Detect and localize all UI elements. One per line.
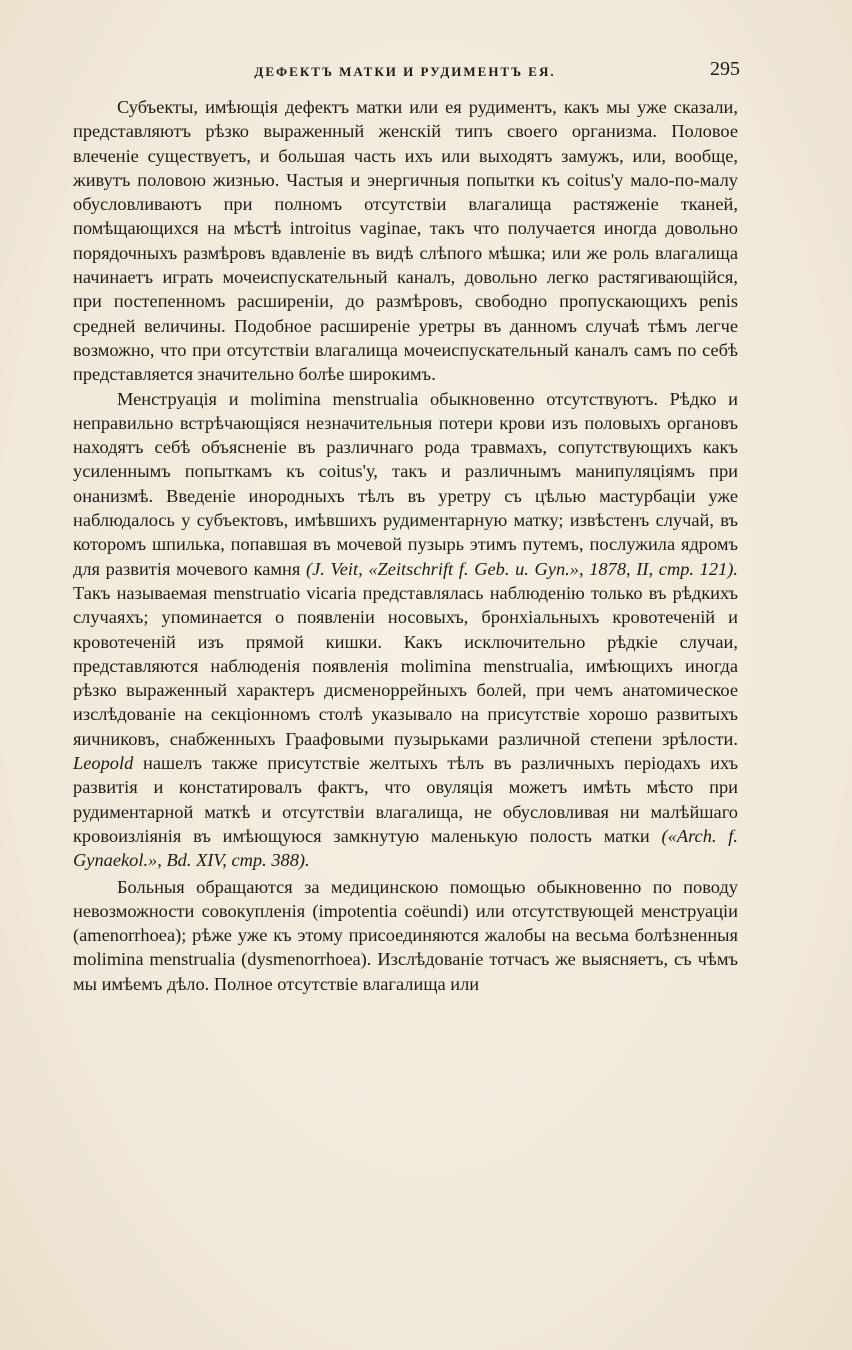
paragraph-1: Субъекты, имѣющія дефектъ матки или ея рудиментъ, какъ мы уже сказали, представляютъ рѣзко выраженный женскій типъ своего организма. Половое влеченіе существуетъ, и большая часть ихъ или выходятъ замужъ, или, вообще, живутъ половою жизнью. Частыя и энергичныя попытки къ coitus'у мало-по-малу обусловливаютъ при полномъ отсутствіи влагалища растяженіе тканей, помѣщающихся на мѣстѣ introitus vaginae, такъ что получается иногда довольно порядочныхъ размѣровъ вдавленіе въ видѣ слѣпого мѣшка; или же роль влагалища начинаетъ играть мочеиспускательный каналъ, довольно легко растягивающійся, при постепенномъ расширеніи, до размѣровъ, свободно пропускающихъ penis средней величины. Подобное расширеніе уретры въ данномъ случаѣ тѣмъ легче возможно, что при отсутствіи влагалища мочеиспускательный каналъ самъ по себѣ представляется значительно болѣе широкимъ.: [73, 97, 738, 385]
author-leopold: Leopold: [73, 753, 134, 774]
paragraph-2-text: Менструація и molimina menstrualia обыкновенно отсутствуютъ. Рѣдко и неправильно встрѣчающіяся незначительныя потери крови изъ половыхъ органовъ находятъ себѣ объясненіе въ различнаго рода травмахъ, сопутствующихъ какъ усиленнымъ попыткамъ къ coitus'у, такъ и различнымъ манипуляціямъ при онанизмѣ. Введеніе инородныхъ тѣлъ въ уретру съ цѣлью мастурбаціи уже наблюдалось у субъектовъ, имѣвшихъ рудиментарную матку; извѣстенъ случай, въ которомъ шпилька, попавшая въ мочевой пузырь этимъ путемъ, послужила ядромъ для развитія мочевого камня: [73, 388, 738, 579]
running-header: [70, 60, 740, 86]
running-title: ДЕФЕКТЪ МАТКИ И РУДИМЕНТЪ ЕЯ.: [254, 64, 556, 79]
paragraph-3: Больныя обращаются за медицинскою помощью обыкновенно по поводу невозможности совокупленія (impotentia coëundi) или отсутствующей менструаціи (amenorrhoea); рѣже уже къ этому присоединяются жалобы на весьма болѣзненныя molimina menstrualia (dysmenorrhoea). Изслѣдованіе тотчасъ же выясняетъ, съ чѣмъ мы имѣемъ дѣло. Полное отсутствіе влагалища или: [73, 876, 738, 994]
paragraph-2-text-end: нашелъ также присутствіе желтыхъ тѣлъ въ различныхъ періодахъ ихъ развитія и констатировалъ фактъ, что овуляція можетъ имѣть мѣсто при рудиментарной маткѣ и отсутствіи влагалища, не обусловливая ни малѣйшаго кровоизліянія въ имѣющуюся замкнутую маленькую полость матки: [73, 753, 738, 846]
body-text: [73, 95, 738, 996]
paragraph-2: [73, 387, 738, 873]
citation-veit: (J. Veit, «Zeitschrift f. Geb. u. Gyn.», 1878, II, стр. 121).: [305, 558, 738, 579]
paragraph-2-text-continued: Такъ называемая menstruatio vicaria представлялась наблюденію только въ рѣдкихъ случаяхъ; упоминается о появленіи носовыхъ, бронхіальныхъ кровотеченій и кровотеченій изъ прямой кишки. Какъ исключительно рѣдкіе случаи, представляются наблюденія появленія molimina menstrualia, имѣющихъ иногда рѣзко выраженный характеръ дисменоррейныхъ болей, при чемъ анатомическое изслѣдованіе на секціонномъ столѣ указывало на присутствіе хорошо развитыхъ яичниковъ, снабженныхъ Граафовыми пузырьками различной степени зрѣлости.: [73, 582, 738, 749]
page-number: 295: [710, 58, 740, 80]
citation-arch-gynaekol: («Arch. f. Gynaekol.», Bd. XIV, стр. 388).: [73, 825, 738, 871]
